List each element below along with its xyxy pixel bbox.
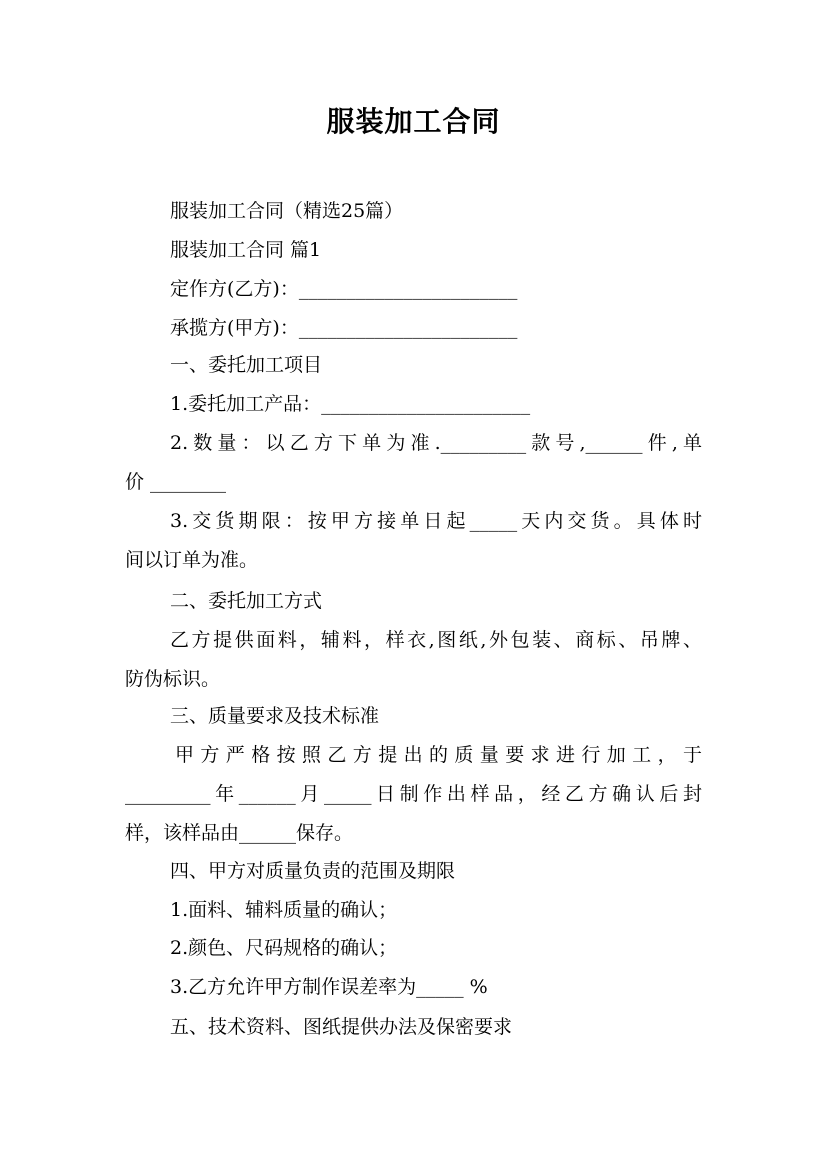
section-heading: 五、技术资料、图纸提供办法及保密要求 (170, 1016, 513, 1038)
paragraph-line: 样，该样品由______保存。 (125, 822, 354, 844)
section-heading: 一、委托加工项目 (170, 354, 323, 376)
paragraph-line: 3.交货期限：按甲方接单日起_____天内交货。具体时 (170, 510, 702, 532)
paragraph-line: 间以订单为准。 (125, 549, 259, 571)
paragraph-line: 2.数量：以乙方下单为准._________款号,______件,单 (170, 432, 702, 454)
section-heading: 三、质量要求及技术标准 (170, 705, 380, 727)
subtitle-line: 服装加工合同（精选25篇） (170, 200, 404, 222)
paragraph-line: 3.乙方允许甲方制作误差率为_____ % (170, 976, 488, 998)
paragraph-line: 1.面料、辅料质量的确认； (170, 899, 398, 921)
document-title: 服装加工合同 (326, 105, 501, 138)
paragraph-line: 甲方严格按照乙方提出的质量要求进行加工，于 (175, 744, 702, 766)
paragraph-line: 防伪标识。 (125, 668, 221, 690)
paragraph-line: 承揽方(甲方)：_______________________ (170, 317, 518, 339)
paragraph-line: 定作方(乙方)：_______________________ (170, 278, 518, 300)
paragraph-line: 乙方提供面料，辅料，样衣,图纸,外包装、商标、吊牌、 (170, 629, 702, 651)
paragraph-line: 价 ________ (125, 471, 227, 493)
paragraph-line: _________年______月_____日制作出样品，经乙方确认后封 (125, 783, 702, 805)
paragraph-line: 1.委托加工产品：______________________ (170, 393, 531, 415)
section-heading: 服装加工合同 篇1 (170, 239, 322, 261)
section-heading: 四、甲方对质量负责的范围及期限 (170, 860, 456, 882)
section-heading: 二、委托加工方式 (170, 590, 323, 612)
paragraph-line: 2.颜色、尺码规格的确认； (170, 937, 398, 959)
